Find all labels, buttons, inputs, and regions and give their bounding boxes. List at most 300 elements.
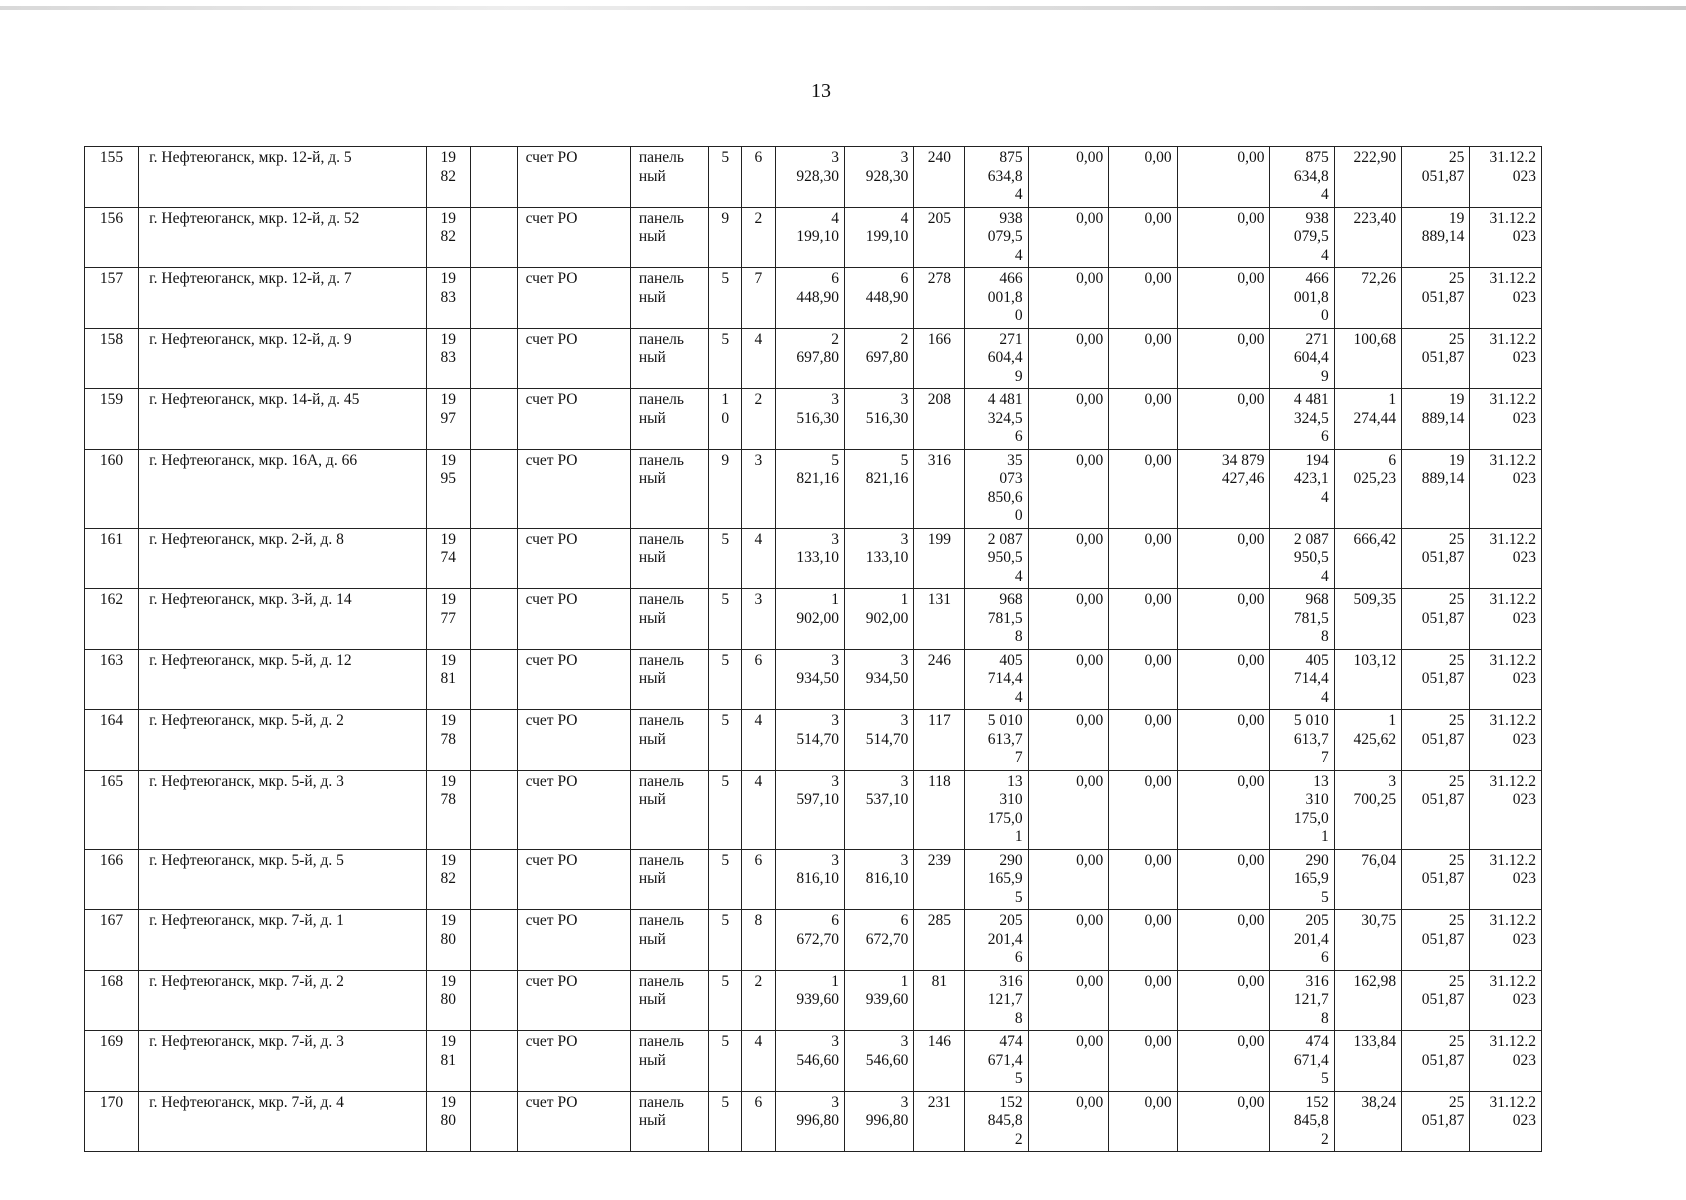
fund-method-cell: счет РО (517, 528, 630, 589)
residents-cell: 166 (914, 328, 965, 389)
total-area-cell: 3 516,30 (775, 389, 844, 450)
total-cost-cell: 152 845,8 2 (965, 1091, 1028, 1152)
empty-cell (470, 328, 517, 389)
empty-cell (470, 389, 517, 450)
entrances-cell: 4 (742, 328, 776, 389)
unit-cost-cell: 30,75 (1334, 910, 1401, 971)
table-row (85, 449, 1542, 528)
address-cell: г. Нефтеюганск, мкр. 5-й, д. 12 (139, 649, 427, 710)
floors-cell: 5 (709, 710, 742, 771)
total-area-cell: 5 821,16 (775, 449, 844, 528)
table-row (85, 849, 1542, 910)
cost-limit-cell: 25 051,87 (1402, 1031, 1470, 1092)
year-cell: 19 81 (426, 649, 470, 710)
funding-cell-1: 0,00 (1028, 528, 1109, 589)
funding-cell-2: 0,00 (1109, 528, 1177, 589)
funding-cell-1: 0,00 (1028, 849, 1109, 910)
year-cell: 19 80 (426, 1091, 470, 1152)
funding-cell-2: 0,00 (1109, 449, 1177, 528)
fund-method-cell: счет РО (517, 449, 630, 528)
entrances-cell: 4 (742, 528, 776, 589)
total-area-cell: 3 133,10 (775, 528, 844, 589)
residents-cell: 246 (914, 649, 965, 710)
table-row (85, 1091, 1542, 1152)
total-cost-cell: 938 079,5 4 (965, 207, 1028, 268)
fund-method-cell: счет РО (517, 649, 630, 710)
deadline-cell: 31.12.2 023 (1470, 449, 1542, 528)
residents-cell: 316 (914, 449, 965, 528)
living-area-cell: 3 133,10 (845, 528, 914, 589)
total-cost-cell: 271 604,4 9 (965, 328, 1028, 389)
row-number: 164 (85, 710, 139, 771)
cost-limit-cell: 25 051,87 (1402, 710, 1470, 771)
living-area-cell: 2 697,80 (845, 328, 914, 389)
deadline-cell: 31.12.2 023 (1470, 970, 1542, 1031)
living-area-cell: 3 516,30 (845, 389, 914, 450)
page-number: 13 (811, 80, 831, 102)
address-cell: г. Нефтеюганск, мкр. 5-й, д. 3 (139, 770, 427, 849)
fund-method-cell: счет РО (517, 1031, 630, 1092)
year-cell: 19 77 (426, 589, 470, 650)
floors-cell: 5 (709, 910, 742, 971)
owners-funds-cell: 290 165,9 5 (1270, 849, 1334, 910)
year-cell: 19 80 (426, 910, 470, 971)
floors-cell: 5 (709, 328, 742, 389)
total-cost-cell: 2 087 950,5 4 (965, 528, 1028, 589)
owners-funds-cell: 474 671,4 5 (1270, 1031, 1334, 1092)
funding-cell-3: 0,00 (1177, 528, 1270, 589)
living-area-cell: 3 537,10 (845, 770, 914, 849)
table-row (85, 328, 1542, 389)
empty-cell (470, 528, 517, 589)
funding-cell-3: 0,00 (1177, 328, 1270, 389)
total-area-cell: 1 902,00 (775, 589, 844, 650)
floors-cell: 1 0 (709, 389, 742, 450)
empty-cell (470, 649, 517, 710)
year-cell: 19 78 (426, 710, 470, 771)
owners-funds-cell: 152 845,8 2 (1270, 1091, 1334, 1152)
total-cost-cell: 875 634,8 4 (965, 147, 1028, 208)
entrances-cell: 6 (742, 1091, 776, 1152)
deadline-cell: 31.12.2 023 (1470, 268, 1542, 329)
cost-limit-cell: 19 889,14 (1402, 207, 1470, 268)
cost-limit-cell: 25 051,87 (1402, 528, 1470, 589)
year-cell: 19 82 (426, 849, 470, 910)
entrances-cell: 4 (742, 710, 776, 771)
total-cost-cell: 205 201,4 6 (965, 910, 1028, 971)
unit-cost-cell: 162,98 (1334, 970, 1401, 1031)
funding-cell-3: 0,00 (1177, 589, 1270, 650)
funding-cell-3: 0,00 (1177, 649, 1270, 710)
funding-cell-1: 0,00 (1028, 910, 1109, 971)
cost-limit-cell: 25 051,87 (1402, 849, 1470, 910)
cost-limit-cell: 25 051,87 (1402, 147, 1470, 208)
living-area-cell: 1 939,60 (845, 970, 914, 1031)
wall-material-cell: панель ный (630, 710, 709, 771)
owners-funds-cell: 875 634,8 4 (1270, 147, 1334, 208)
wall-material-cell: панель ный (630, 849, 709, 910)
row-number: 165 (85, 770, 139, 849)
deadline-cell: 31.12.2 023 (1470, 1091, 1542, 1152)
living-area-cell: 3 996,80 (845, 1091, 914, 1152)
row-number: 159 (85, 389, 139, 450)
funding-cell-3: 0,00 (1177, 770, 1270, 849)
living-area-cell: 6 672,70 (845, 910, 914, 971)
funding-cell-3: 0,00 (1177, 970, 1270, 1031)
fund-method-cell: счет РО (517, 207, 630, 268)
address-cell: г. Нефтеюганск, мкр. 12-й, д. 52 (139, 207, 427, 268)
funding-cell-1: 0,00 (1028, 710, 1109, 771)
wall-material-cell: панель ный (630, 147, 709, 208)
empty-cell (470, 1091, 517, 1152)
owners-funds-cell: 466 001,8 0 (1270, 268, 1334, 329)
table-row (85, 589, 1542, 650)
address-cell: г. Нефтеюганск, мкр. 16А, д. 66 (139, 449, 427, 528)
year-cell: 19 80 (426, 970, 470, 1031)
row-number: 169 (85, 1031, 139, 1092)
year-cell: 19 82 (426, 147, 470, 208)
fund-method-cell: счет РО (517, 268, 630, 329)
address-cell: г. Нефтеюганск, мкр. 12-й, д. 9 (139, 328, 427, 389)
row-number: 168 (85, 970, 139, 1031)
row-number: 157 (85, 268, 139, 329)
floors-cell: 5 (709, 1031, 742, 1092)
cost-limit-cell: 19 889,14 (1402, 389, 1470, 450)
unit-cost-cell: 6 025,23 (1334, 449, 1401, 528)
unit-cost-cell: 103,12 (1334, 649, 1401, 710)
address-cell: г. Нефтеюганск, мкр. 5-й, д. 2 (139, 710, 427, 771)
residents-cell: 199 (914, 528, 965, 589)
living-area-cell: 3 546,60 (845, 1031, 914, 1092)
year-cell: 19 74 (426, 528, 470, 589)
unit-cost-cell: 72,26 (1334, 268, 1401, 329)
floors-cell: 5 (709, 649, 742, 710)
funding-cell-3: 0,00 (1177, 207, 1270, 268)
owners-funds-cell: 938 079,5 4 (1270, 207, 1334, 268)
fund-method-cell: счет РО (517, 147, 630, 208)
floors-cell: 5 (709, 268, 742, 329)
funding-cell-3: 0,00 (1177, 1031, 1270, 1092)
living-area-cell: 3 514,70 (845, 710, 914, 771)
floors-cell: 5 (709, 849, 742, 910)
deadline-cell: 31.12.2 023 (1470, 649, 1542, 710)
fund-method-cell: счет РО (517, 328, 630, 389)
residents-cell: 117 (914, 710, 965, 771)
empty-cell (470, 849, 517, 910)
table-row (85, 649, 1542, 710)
wall-material-cell: панель ный (630, 389, 709, 450)
total-cost-cell: 474 671,4 5 (965, 1031, 1028, 1092)
row-number: 170 (85, 1091, 139, 1152)
residents-cell: 239 (914, 849, 965, 910)
wall-material-cell: панель ный (630, 528, 709, 589)
floors-cell: 5 (709, 528, 742, 589)
row-number: 160 (85, 449, 139, 528)
owners-funds-cell: 405 714,4 4 (1270, 649, 1334, 710)
residents-cell: 240 (914, 147, 965, 208)
total-area-cell: 3 934,50 (775, 649, 844, 710)
empty-cell (470, 268, 517, 329)
funding-cell-1: 0,00 (1028, 449, 1109, 528)
row-number: 162 (85, 589, 139, 650)
address-cell: г. Нефтеюганск, мкр. 7-й, д. 1 (139, 910, 427, 971)
row-number: 161 (85, 528, 139, 589)
table-row (85, 389, 1542, 450)
entrances-cell: 3 (742, 589, 776, 650)
residents-cell: 131 (914, 589, 965, 650)
deadline-cell: 31.12.2 023 (1470, 849, 1542, 910)
funding-cell-2: 0,00 (1109, 649, 1177, 710)
living-area-cell: 3 934,50 (845, 649, 914, 710)
deadline-cell: 31.12.2 023 (1470, 389, 1542, 450)
living-area-cell: 3 928,30 (845, 147, 914, 208)
address-cell: г. Нефтеюганск, мкр. 12-й, д. 5 (139, 147, 427, 208)
row-number: 158 (85, 328, 139, 389)
address-cell: г. Нефтеюганск, мкр. 12-й, д. 7 (139, 268, 427, 329)
residents-cell: 146 (914, 1031, 965, 1092)
address-cell: г. Нефтеюганск, мкр. 7-й, д. 2 (139, 970, 427, 1031)
funding-cell-1: 0,00 (1028, 970, 1109, 1031)
year-cell: 19 83 (426, 268, 470, 329)
living-area-cell: 4 199,10 (845, 207, 914, 268)
residents-cell: 231 (914, 1091, 965, 1152)
total-area-cell: 4 199,10 (775, 207, 844, 268)
cost-limit-cell: 25 051,87 (1402, 970, 1470, 1031)
address-cell: г. Нефтеюганск, мкр. 3-й, д. 14 (139, 589, 427, 650)
entrances-cell: 2 (742, 970, 776, 1031)
unit-cost-cell: 3 700,25 (1334, 770, 1401, 849)
funding-cell-2: 0,00 (1109, 389, 1177, 450)
entrances-cell: 3 (742, 449, 776, 528)
total-cost-cell: 13 310 175,0 1 (965, 770, 1028, 849)
funding-cell-1: 0,00 (1028, 389, 1109, 450)
funding-cell-3: 0,00 (1177, 1091, 1270, 1152)
deadline-cell: 31.12.2 023 (1470, 1031, 1542, 1092)
row-number: 155 (85, 147, 139, 208)
funding-cell-1: 0,00 (1028, 207, 1109, 268)
total-cost-cell: 466 001,8 0 (965, 268, 1028, 329)
funding-cell-1: 0,00 (1028, 1031, 1109, 1092)
living-area-cell: 1 902,00 (845, 589, 914, 650)
empty-cell (470, 147, 517, 208)
residents-cell: 208 (914, 389, 965, 450)
unit-cost-cell: 1 274,44 (1334, 389, 1401, 450)
address-cell: г. Нефтеюганск, мкр. 7-й, д. 4 (139, 1091, 427, 1152)
table-body (85, 147, 1542, 1152)
year-cell: 19 97 (426, 389, 470, 450)
entrances-cell: 2 (742, 389, 776, 450)
owners-funds-cell: 316 121,7 8 (1270, 970, 1334, 1031)
table-row (85, 710, 1542, 771)
funding-cell-1: 0,00 (1028, 589, 1109, 650)
owners-funds-cell: 194 423,1 4 (1270, 449, 1334, 528)
unit-cost-cell: 509,35 (1334, 589, 1401, 650)
funding-cell-1: 0,00 (1028, 147, 1109, 208)
cost-limit-cell: 25 051,87 (1402, 328, 1470, 389)
deadline-cell: 31.12.2 023 (1470, 147, 1542, 208)
wall-material-cell: панель ный (630, 770, 709, 849)
wall-material-cell: панель ный (630, 1031, 709, 1092)
wall-material-cell: панель ный (630, 207, 709, 268)
owners-funds-cell: 205 201,4 6 (1270, 910, 1334, 971)
floors-cell: 5 (709, 589, 742, 650)
year-cell: 19 78 (426, 770, 470, 849)
total-cost-cell: 405 714,4 4 (965, 649, 1028, 710)
total-area-cell: 3 996,80 (775, 1091, 844, 1152)
unit-cost-cell: 666,42 (1334, 528, 1401, 589)
funding-cell-3: 34 879 427,46 (1177, 449, 1270, 528)
wall-material-cell: панель ный (630, 268, 709, 329)
owners-funds-cell: 2 087 950,5 4 (1270, 528, 1334, 589)
residents-cell: 118 (914, 770, 965, 849)
living-area-cell: 6 448,90 (845, 268, 914, 329)
cost-limit-cell: 25 051,87 (1402, 1091, 1470, 1152)
total-area-cell: 3 928,30 (775, 147, 844, 208)
unit-cost-cell: 76,04 (1334, 849, 1401, 910)
owners-funds-cell: 968 781,5 8 (1270, 589, 1334, 650)
empty-cell (470, 770, 517, 849)
funding-cell-2: 0,00 (1109, 207, 1177, 268)
total-area-cell: 3 816,10 (775, 849, 844, 910)
empty-cell (470, 589, 517, 650)
table-row (85, 770, 1542, 849)
living-area-cell: 5 821,16 (845, 449, 914, 528)
cost-limit-cell: 25 051,87 (1402, 268, 1470, 329)
unit-cost-cell: 133,84 (1334, 1031, 1401, 1092)
wall-material-cell: панель ный (630, 449, 709, 528)
fund-method-cell: счет РО (517, 770, 630, 849)
fund-method-cell: счет РО (517, 849, 630, 910)
funding-cell-2: 0,00 (1109, 970, 1177, 1031)
funding-cell-3: 0,00 (1177, 910, 1270, 971)
total-cost-cell: 35 073 850,6 0 (965, 449, 1028, 528)
wall-material-cell: панель ный (630, 1091, 709, 1152)
address-cell: г. Нефтеюганск, мкр. 5-й, д. 5 (139, 849, 427, 910)
empty-cell (470, 207, 517, 268)
funding-cell-1: 0,00 (1028, 649, 1109, 710)
deadline-cell: 31.12.2 023 (1470, 710, 1542, 771)
year-cell: 19 83 (426, 328, 470, 389)
funding-cell-2: 0,00 (1109, 910, 1177, 971)
fund-method-cell: счет РО (517, 389, 630, 450)
entrances-cell: 4 (742, 1031, 776, 1092)
wall-material-cell: панель ный (630, 970, 709, 1031)
row-number: 166 (85, 849, 139, 910)
entrances-cell: 2 (742, 207, 776, 268)
total-area-cell: 3 546,60 (775, 1031, 844, 1092)
empty-cell (470, 970, 517, 1031)
address-cell: г. Нефтеюганск, мкр. 14-й, д. 45 (139, 389, 427, 450)
row-number: 156 (85, 207, 139, 268)
residents-cell: 205 (914, 207, 965, 268)
funding-cell-2: 0,00 (1109, 770, 1177, 849)
address-cell: г. Нефтеюганск, мкр. 7-й, д. 3 (139, 1031, 427, 1092)
entrances-cell: 6 (742, 849, 776, 910)
owners-funds-cell: 271 604,4 9 (1270, 328, 1334, 389)
row-number: 163 (85, 649, 139, 710)
empty-cell (470, 1031, 517, 1092)
year-cell: 19 95 (426, 449, 470, 528)
empty-cell (470, 449, 517, 528)
unit-cost-cell: 222,90 (1334, 147, 1401, 208)
funding-cell-2: 0,00 (1109, 589, 1177, 650)
unit-cost-cell: 1 425,62 (1334, 710, 1401, 771)
table-row (85, 207, 1542, 268)
deadline-cell: 31.12.2 023 (1470, 589, 1542, 650)
total-area-cell: 6 672,70 (775, 910, 844, 971)
year-cell: 19 82 (426, 207, 470, 268)
floors-cell: 5 (709, 1091, 742, 1152)
wall-material-cell: панель ный (630, 328, 709, 389)
total-area-cell: 2 697,80 (775, 328, 844, 389)
owners-funds-cell: 13 310 175,0 1 (1270, 770, 1334, 849)
residents-cell: 81 (914, 970, 965, 1031)
total-area-cell: 6 448,90 (775, 268, 844, 329)
total-area-cell: 3 514,70 (775, 710, 844, 771)
funding-cell-3: 0,00 (1177, 389, 1270, 450)
owners-funds-cell: 4 481 324,5 6 (1270, 389, 1334, 450)
fund-method-cell: счет РО (517, 589, 630, 650)
cost-limit-cell: 25 051,87 (1402, 649, 1470, 710)
wall-material-cell: панель ный (630, 649, 709, 710)
entrances-cell: 7 (742, 268, 776, 329)
fund-method-cell: счет РО (517, 1091, 630, 1152)
wall-material-cell: панель ный (630, 589, 709, 650)
entrances-cell: 4 (742, 770, 776, 849)
floors-cell: 9 (709, 207, 742, 268)
fund-method-cell: счет РО (517, 970, 630, 1031)
entrances-cell: 8 (742, 910, 776, 971)
funding-cell-2: 0,00 (1109, 268, 1177, 329)
residents-cell: 278 (914, 268, 965, 329)
table-row (85, 268, 1542, 329)
funding-cell-2: 0,00 (1109, 147, 1177, 208)
funding-cell-1: 0,00 (1028, 1091, 1109, 1152)
total-area-cell: 1 939,60 (775, 970, 844, 1031)
entrances-cell: 6 (742, 147, 776, 208)
cost-limit-cell: 19 889,14 (1402, 449, 1470, 528)
entrances-cell: 6 (742, 649, 776, 710)
total-cost-cell: 316 121,7 8 (965, 970, 1028, 1031)
fund-method-cell: счет РО (517, 910, 630, 971)
funding-cell-2: 0,00 (1109, 849, 1177, 910)
funding-cell-2: 0,00 (1109, 710, 1177, 771)
deadline-cell: 31.12.2 023 (1470, 910, 1542, 971)
owners-funds-cell: 5 010 613,7 7 (1270, 710, 1334, 771)
floors-cell: 5 (709, 147, 742, 208)
floors-cell: 5 (709, 970, 742, 1031)
total-cost-cell: 5 010 613,7 7 (965, 710, 1028, 771)
table-row (85, 910, 1542, 971)
wall-material-cell: панель ный (630, 910, 709, 971)
deadline-cell: 31.12.2 023 (1470, 207, 1542, 268)
table-row (85, 147, 1542, 208)
empty-cell (470, 910, 517, 971)
funding-cell-3: 0,00 (1177, 268, 1270, 329)
table-row (85, 1031, 1542, 1092)
total-cost-cell: 290 165,9 5 (965, 849, 1028, 910)
funding-cell-3: 0,00 (1177, 710, 1270, 771)
funding-cell-1: 0,00 (1028, 328, 1109, 389)
living-area-cell: 3 816,10 (845, 849, 914, 910)
fund-method-cell: счет РО (517, 710, 630, 771)
year-cell: 19 81 (426, 1031, 470, 1092)
residents-cell: 285 (914, 910, 965, 971)
total-cost-cell: 968 781,5 8 (965, 589, 1028, 650)
funding-cell-1: 0,00 (1028, 268, 1109, 329)
scan-edge-artifact (0, 6, 1686, 10)
funding-cell-3: 0,00 (1177, 147, 1270, 208)
